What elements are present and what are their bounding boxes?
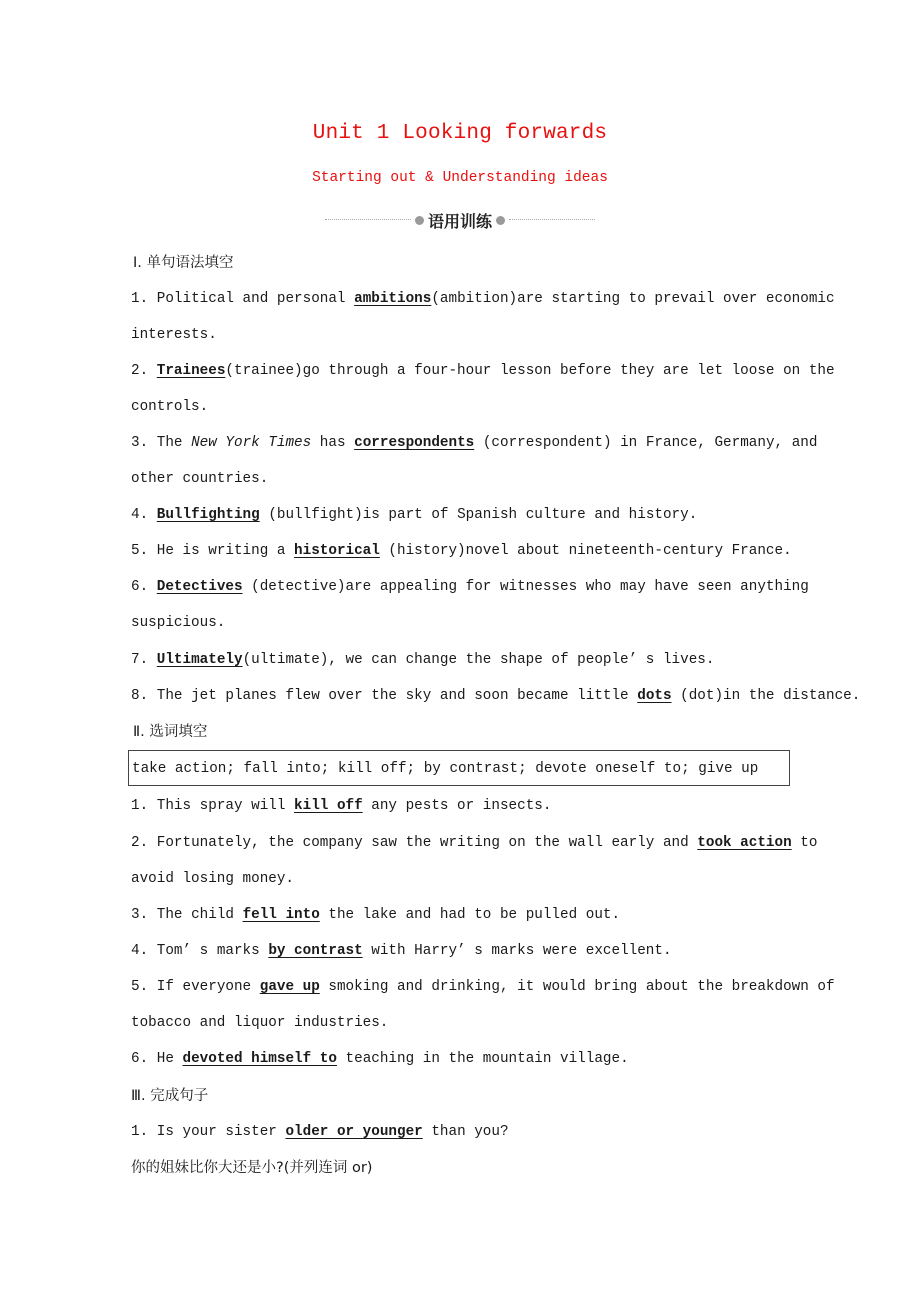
question-item: 4. Tom’ s marks by contrast with Harry’ s marks were excellent. xyxy=(131,943,672,959)
question-continuation: tobacco and liquor industries. xyxy=(131,1015,389,1031)
question-item: 1. Political and personal ambitions(ambition)are starting to prevail over economic xyxy=(131,291,835,307)
doc-title: Unit 1 Looking forwards xyxy=(312,122,608,145)
question-continuation: avoid losing money. xyxy=(131,871,295,887)
answer: devoted himself to xyxy=(182,1051,337,1067)
answer: Bullfighting xyxy=(156,507,260,523)
question-item: 3. The New York Times has correspondents (correspondent) in France, Germany, and xyxy=(131,435,818,451)
section-heading: Ⅰ. 单句语法填空 xyxy=(133,255,234,271)
answer: took action xyxy=(697,835,792,851)
translation-text: 你的姐妹比你大还是小?(并列连词 or) xyxy=(131,1160,373,1176)
answer: historical xyxy=(294,543,380,559)
question-item: 5. He is writing a historical (history)novel about nineteenth-century France. xyxy=(131,543,792,559)
section-heading: Ⅲ. 完成句子 xyxy=(131,1088,209,1104)
question-item: 3. The child fell into the lake and had to be pulled out. xyxy=(131,907,621,923)
bullet-icon xyxy=(415,216,424,225)
question-item: 6. Detectives (detective)are appealing for witnesses who may have seen anything xyxy=(131,579,809,595)
answer: older or younger xyxy=(285,1124,423,1140)
answer: Trainees xyxy=(156,363,226,379)
question-continuation: controls. xyxy=(131,399,209,415)
question-continuation: interests. xyxy=(131,327,217,343)
question-item: 1. This spray will kill off any pests or insects. xyxy=(131,798,552,814)
question-continuation: suspicious. xyxy=(131,615,226,631)
divider-right xyxy=(509,219,595,221)
answer: by contrast xyxy=(268,943,363,959)
question-item: 1. Is your sister older or younger than you? xyxy=(131,1124,509,1140)
question-item: 7. Ultimately(ultimate), we can change the shape of people’ s lives. xyxy=(131,652,715,668)
question-item: 4. Bullfighting (bullfight)is part of Spanish culture and history. xyxy=(131,507,698,523)
answer: gave up xyxy=(259,979,320,995)
question-item: 8. The jet planes flew over the sky and soon became little dots (dot)in the distance. xyxy=(131,688,861,704)
banner-label: 语用训练 xyxy=(428,211,493,231)
word-bank-box: take action; fall into; kill off; by contrast; devote oneself to; give up xyxy=(128,750,790,786)
question-item: 6. He devoted himself to teaching in the mountain village. xyxy=(131,1051,629,1067)
bullet-icon xyxy=(496,216,505,225)
section-banner xyxy=(325,208,595,232)
question-item: 2. Fortunately, the company saw the writing on the wall early and took action to xyxy=(131,835,818,851)
divider-left xyxy=(325,219,411,221)
question-continuation: other countries. xyxy=(131,471,269,487)
answer: Ultimately xyxy=(156,652,243,668)
answer: kill off xyxy=(294,798,363,814)
question-item: 5. If everyone gave up smoking and drinking, it would bring about the breakdown of xyxy=(131,979,835,995)
question-item: 2. Trainees(trainee)go through a four-hour lesson before they are let loose on the xyxy=(131,363,835,379)
answer: correspondents xyxy=(354,435,475,451)
answer: ambitions xyxy=(354,291,432,307)
answer: dots xyxy=(637,688,672,704)
doc-subtitle: Starting out & Understanding ideas xyxy=(312,170,608,186)
answer: Detectives xyxy=(156,579,243,595)
answer: fell into xyxy=(242,907,320,923)
section-heading: Ⅱ. 选词填空 xyxy=(133,724,208,740)
